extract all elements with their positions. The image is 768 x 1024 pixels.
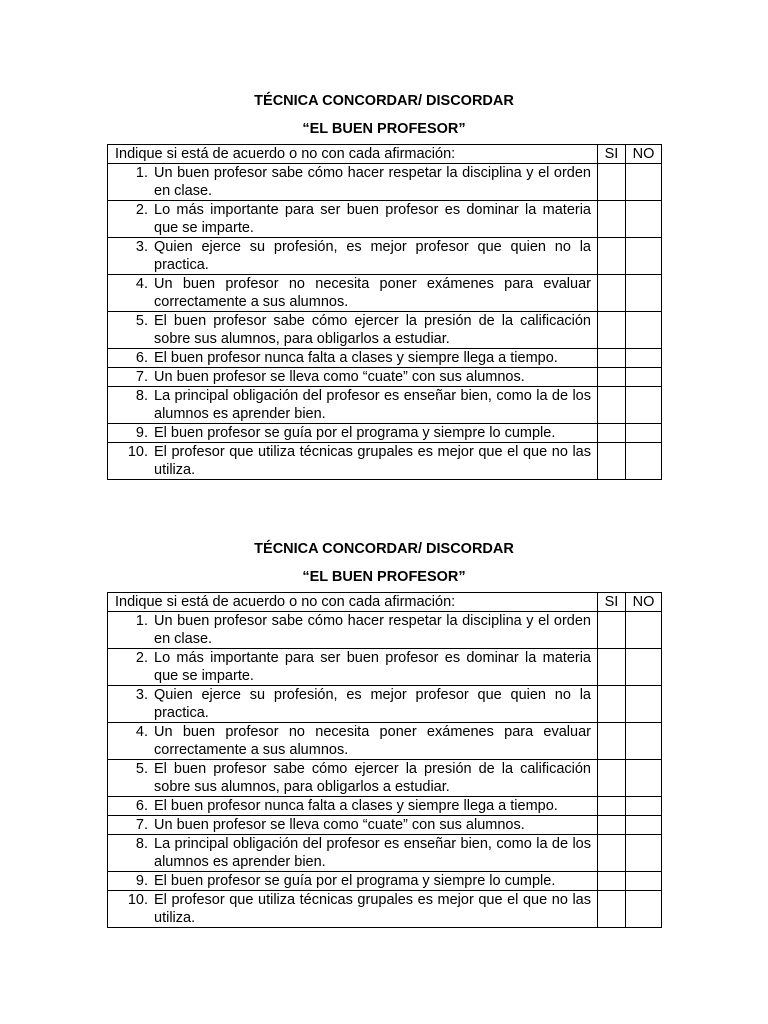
instruction-text: Indique si está de acuerdo o no con cada afirmación: — [115, 594, 456, 610]
table-row — [108, 275, 662, 312]
item-text: La principal obligación del profesor es enseñar bien, como la de los alumnos es aprender bien. — [154, 388, 591, 422]
statement-cell — [108, 835, 598, 872]
answer-no-cell[interactable] — [626, 797, 662, 816]
list-item — [108, 238, 597, 274]
agreement-table — [107, 144, 662, 480]
answer-si-cell[interactable] — [598, 760, 626, 797]
statement-cell — [108, 872, 598, 891]
table-row — [108, 164, 662, 201]
answer-no-cell[interactable] — [626, 686, 662, 723]
agreement-table — [107, 592, 662, 928]
item-number: 1. — [135, 613, 148, 629]
item-number: 6. — [135, 798, 148, 814]
answer-no-cell[interactable] — [626, 164, 662, 201]
statement-cell — [108, 760, 598, 797]
table-row — [108, 649, 662, 686]
list-item — [108, 275, 597, 311]
item-text: Un buen profesor no necesita poner exámenes para evaluar correctamente a sus alumnos. — [154, 276, 591, 310]
statement-cell — [108, 387, 598, 424]
item-number: 4. — [135, 276, 148, 292]
item-text: El buen profesor sabe cómo ejercer la presión de la calificación sobre sus alumnos, para obligarlos a estudiar. — [154, 313, 591, 347]
answer-si-cell[interactable] — [598, 443, 626, 480]
table-row — [108, 368, 662, 387]
list-item — [108, 349, 597, 367]
item-text: Quien ejerce su profesión, es mejor profesor que quien no la practica. — [154, 239, 591, 273]
answer-si-cell[interactable] — [598, 612, 626, 649]
questionnaire-section-2 — [107, 538, 661, 928]
answer-no-cell[interactable] — [626, 349, 662, 368]
list-item — [108, 649, 597, 685]
list-item — [108, 368, 597, 386]
table-row — [108, 835, 662, 872]
item-text: Lo más importante para ser buen profesor es dominar la materia que se imparte. — [154, 650, 591, 684]
table-row — [108, 872, 662, 891]
table-row — [108, 816, 662, 835]
statement-cell — [108, 649, 598, 686]
statement-cell — [108, 686, 598, 723]
list-item — [108, 816, 597, 834]
answer-si-cell[interactable] — [598, 238, 626, 275]
answer-no-cell[interactable] — [626, 424, 662, 443]
table-row — [108, 349, 662, 368]
item-number: 9. — [135, 873, 148, 889]
item-text: Un buen profesor sabe cómo hacer respetar la disciplina y el orden en clase. — [154, 613, 591, 647]
statement-cell — [108, 201, 598, 238]
table-row — [108, 387, 662, 424]
statement-cell — [108, 612, 598, 649]
answer-si-cell[interactable] — [598, 872, 626, 891]
item-number: 6. — [135, 350, 148, 366]
item-number: 3. — [135, 239, 148, 255]
table-row — [108, 686, 662, 723]
item-number: 8. — [135, 836, 148, 852]
answer-si-cell[interactable] — [598, 368, 626, 387]
answer-si-cell[interactable] — [598, 723, 626, 760]
list-item — [108, 891, 597, 927]
answer-si-cell[interactable] — [598, 275, 626, 312]
answer-no-cell[interactable] — [626, 835, 662, 872]
statement-cell — [108, 312, 598, 349]
item-number: 7. — [135, 369, 148, 385]
answer-no-cell[interactable] — [626, 275, 662, 312]
answer-si-cell[interactable] — [598, 797, 626, 816]
answer-si-cell[interactable] — [598, 349, 626, 368]
list-item — [108, 164, 597, 200]
table-row — [108, 760, 662, 797]
answer-no-cell[interactable] — [626, 612, 662, 649]
item-text: El profesor que utiliza técnicas grupales es mejor que el que no las utiliza. — [154, 892, 591, 926]
table-row — [108, 443, 662, 480]
answer-si-cell[interactable] — [598, 201, 626, 238]
answer-si-cell[interactable] — [598, 387, 626, 424]
statement-cell — [108, 368, 598, 387]
item-number: 8. — [135, 388, 148, 404]
list-item — [108, 686, 597, 722]
section-subtitle: “EL BUEN PROFESOR” — [302, 569, 466, 585]
item-number: 5. — [135, 761, 148, 777]
table-row — [108, 797, 662, 816]
answer-no-cell[interactable] — [626, 368, 662, 387]
column-header-si: SI — [598, 593, 626, 612]
table-row — [108, 612, 662, 649]
answer-si-cell[interactable] — [598, 816, 626, 835]
instruction-cell — [108, 593, 598, 612]
statement-cell — [108, 275, 598, 312]
answer-no-cell[interactable] — [626, 387, 662, 424]
answer-si-cell[interactable] — [598, 835, 626, 872]
item-text: Lo más importante para ser buen profesor es dominar la materia que se imparte. — [154, 202, 591, 236]
column-header-si: SI — [598, 145, 626, 164]
table-row — [108, 424, 662, 443]
answer-no-cell[interactable] — [626, 238, 662, 275]
agreement-table-body — [108, 593, 662, 928]
list-item — [108, 201, 597, 237]
list-item — [108, 760, 597, 796]
section-title: TÉCNICA CONCORDAR/ DISCORDAR — [254, 93, 514, 109]
table-row — [108, 238, 662, 275]
item-number: 7. — [135, 817, 148, 833]
table-row — [108, 201, 662, 238]
answer-si-cell[interactable] — [598, 649, 626, 686]
section-subtitle: “EL BUEN PROFESOR” — [302, 121, 466, 137]
item-number: 2. — [135, 202, 148, 218]
item-number: 3. — [135, 687, 148, 703]
column-header-no: NO — [626, 145, 662, 164]
answer-no-cell[interactable] — [626, 443, 662, 480]
item-text: El buen profesor sabe cómo ejercer la presión de la calificación sobre sus alumnos, para obligarlos a estudiar. — [154, 761, 591, 795]
answer-no-cell[interactable] — [626, 312, 662, 349]
item-text: Un buen profesor se lleva como “cuate” con sus alumnos. — [154, 817, 525, 833]
item-number: 10. — [127, 444, 148, 460]
agreement-table-body — [108, 145, 662, 480]
item-text: El buen profesor nunca falta a clases y siempre llega a tiempo. — [154, 350, 558, 366]
list-item — [108, 797, 597, 815]
item-text: La principal obligación del profesor es enseñar bien, como la de los alumnos es aprender bien. — [154, 836, 591, 870]
answer-si-cell[interactable] — [598, 312, 626, 349]
item-text: El profesor que utiliza técnicas grupales es mejor que el que no las utiliza. — [154, 444, 591, 478]
item-text: El buen profesor se guía por el programa y siempre lo cumple. — [154, 425, 556, 441]
answer-no-cell[interactable] — [626, 201, 662, 238]
list-item — [108, 387, 597, 423]
statement-cell — [108, 238, 598, 275]
column-header-no: NO — [626, 593, 662, 612]
item-number: 9. — [135, 425, 148, 441]
table-row — [108, 723, 662, 760]
item-text: El buen profesor nunca falta a clases y siempre llega a tiempo. — [154, 798, 558, 814]
item-number: 5. — [135, 313, 148, 329]
statement-cell — [108, 723, 598, 760]
statement-cell — [108, 424, 598, 443]
list-item — [108, 723, 597, 759]
table-header-row — [108, 593, 662, 612]
item-number: 1. — [135, 165, 148, 181]
answer-no-cell[interactable] — [626, 649, 662, 686]
instruction-text: Indique si está de acuerdo o no con cada afirmación: — [115, 146, 456, 162]
table-row — [108, 891, 662, 928]
table-row — [108, 312, 662, 349]
list-item — [108, 612, 597, 648]
item-text: Un buen profesor no necesita poner exámenes para evaluar correctamente a sus alumnos. — [154, 724, 591, 758]
answer-si-cell[interactable] — [598, 686, 626, 723]
answer-si-cell[interactable] — [598, 891, 626, 928]
statement-cell — [108, 891, 598, 928]
item-number: 4. — [135, 724, 148, 740]
statement-cell — [108, 797, 598, 816]
list-item — [108, 424, 597, 442]
questionnaire-section-1 — [107, 90, 661, 480]
answer-no-cell[interactable] — [626, 891, 662, 928]
list-item — [108, 443, 597, 479]
item-number: 10. — [127, 892, 148, 908]
item-text: Un buen profesor sabe cómo hacer respetar la disciplina y el orden en clase. — [154, 165, 591, 199]
item-text: Quien ejerce su profesión, es mejor profesor que quien no la practica. — [154, 687, 591, 721]
section-title: TÉCNICA CONCORDAR/ DISCORDAR — [254, 541, 514, 557]
table-header-row — [108, 145, 662, 164]
answer-no-cell[interactable] — [626, 723, 662, 760]
list-item — [108, 312, 597, 348]
item-text: El buen profesor se guía por el programa y siempre lo cumple. — [154, 873, 556, 889]
answer-no-cell[interactable] — [626, 816, 662, 835]
answer-no-cell[interactable] — [626, 872, 662, 891]
statement-cell — [108, 349, 598, 368]
item-number: 2. — [135, 650, 148, 666]
list-item — [108, 872, 597, 890]
statement-cell — [108, 164, 598, 201]
statement-cell — [108, 816, 598, 835]
statement-cell — [108, 443, 598, 480]
list-item — [108, 835, 597, 871]
item-text: Un buen profesor se lleva como “cuate” con sus alumnos. — [154, 369, 525, 385]
answer-no-cell[interactable] — [626, 760, 662, 797]
answer-si-cell[interactable] — [598, 424, 626, 443]
answer-si-cell[interactable] — [598, 164, 626, 201]
instruction-cell — [108, 145, 598, 164]
